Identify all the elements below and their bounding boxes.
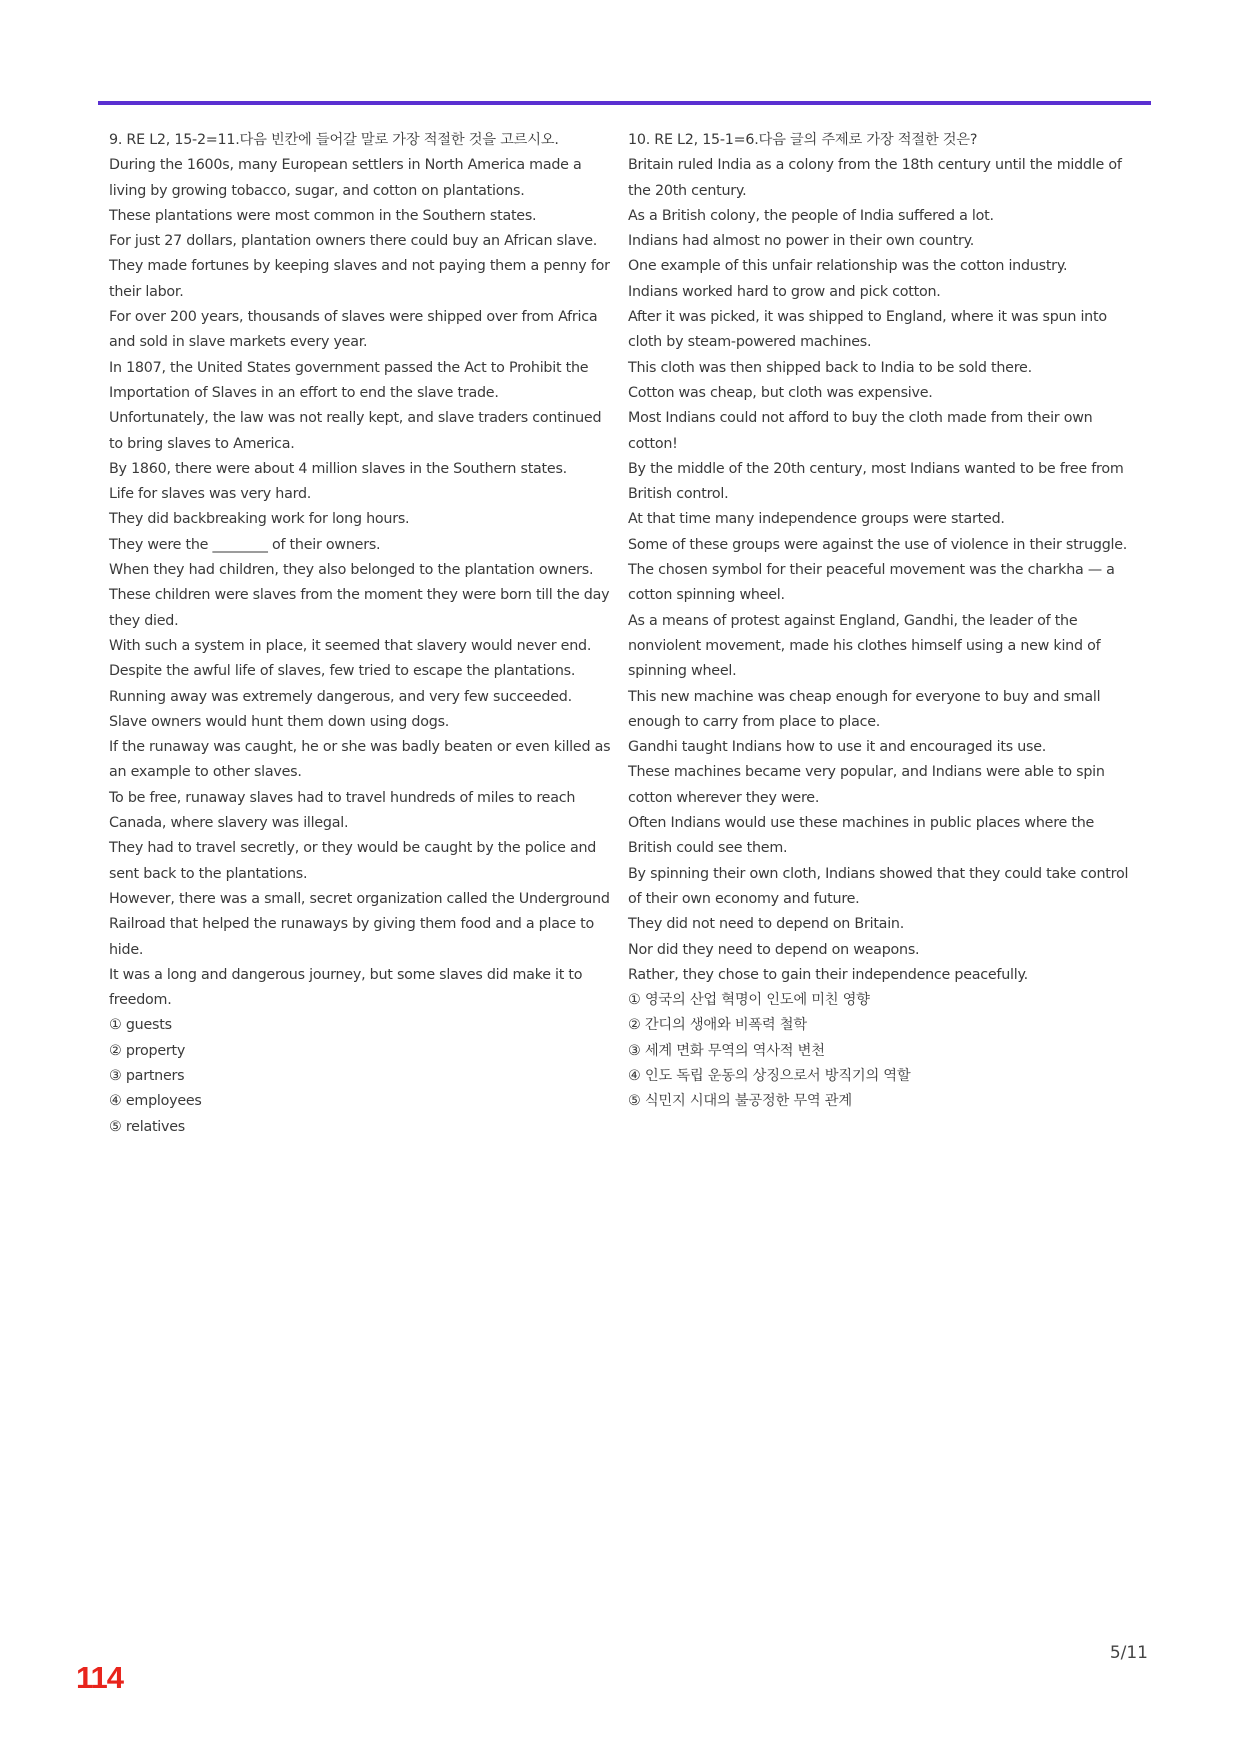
- answer-option-3: ③ partners: [109, 1067, 185, 1084]
- answer-option-1: ① 영국의 산업 혁명이 인도에 미친 영향: [628, 992, 870, 1009]
- passage-line: Indians had almost no power in their own country.: [628, 233, 975, 250]
- answer-option-5: ⑤ 식민지 시대의 불공정한 무역 관계: [628, 1093, 852, 1110]
- passage-line: When they had children, they also belonged to the plantation owners.: [109, 562, 594, 579]
- passage-line: Slave owners would hunt them down using dogs.: [109, 713, 450, 730]
- passage-line: During the 1600s, many European settlers in North America made a living by growing tobacco, sugar, and cotton on plantations.: [109, 157, 582, 199]
- passage-line: Life for slaves was very hard.: [109, 486, 312, 503]
- passage-line: By spinning their own cloth, Indians showed that they could take control of their own economy and future.: [628, 865, 1129, 907]
- answer-option-5: ⑤ relatives: [109, 1118, 185, 1135]
- passage-line: They had to travel secretly, or they would be caught by the police and sent back to the plantations.: [109, 840, 597, 882]
- passage-line: Rather, they chose to gain their independence peacefully.: [628, 966, 1028, 983]
- passage-line: Gandhi taught Indians how to use it and encouraged its use.: [628, 739, 1047, 756]
- passage-line: By the middle of the 20th century, most Indians wanted to be free from British control.: [628, 460, 1124, 503]
- passage-line: To be free, runaway slaves had to travel hundreds of miles to reach Canada, where slavery was illegal.: [109, 789, 576, 832]
- passage-line: These plantations were most common in the Southern states.: [109, 207, 537, 224]
- page-counter: 5/11: [1109, 1643, 1148, 1663]
- passage-line: Most Indians could not afford to buy the cloth made from their own cotton!: [628, 410, 1093, 452]
- passage-line: Cotton was cheap, but cloth was expensive.: [628, 384, 933, 401]
- passage-line: For over 200 years, thousands of slaves were shipped over from Africa and sold in slave markets every year.: [109, 309, 598, 351]
- passage-line: As a British colony, the people of India suffered a lot.: [628, 207, 994, 224]
- passage-line: It was a long and dangerous journey, but some slaves did make it to freedom.: [109, 966, 583, 1009]
- answer-option-3: ③ 세계 면화 무역의 역사적 변천: [628, 1042, 825, 1059]
- passage-line: At that time many independence groups were started.: [628, 511, 1005, 528]
- passage-line: These machines became very popular, and Indians were able to spin cotton wherever they were.: [628, 764, 1105, 806]
- passage-line: If the runaway was caught, he or she was badly beaten or even killed as an example to other slaves.: [109, 739, 611, 781]
- passage-line: These children were slaves from the moment they were born till the day they died.: [109, 587, 610, 629]
- passage-line: For just 27 dollars, plantation owners there could buy an African slave.: [109, 233, 598, 250]
- passage-line: Some of these groups were against the use of violence in their struggle.: [628, 536, 1128, 553]
- passage-line: One example of this unfair relationship was the cotton industry.: [628, 258, 1068, 275]
- passage-line: Indians worked hard to grow and pick cotton.: [628, 283, 941, 300]
- passage-line: Running away was extremely dangerous, and very few succeeded.: [109, 688, 572, 705]
- passage-line: Despite the awful life of slaves, few tried to escape the plantations.: [109, 663, 576, 680]
- passage-line: They made fortunes by keeping slaves and not paying them a penny for their labor.: [109, 258, 610, 300]
- answer-option-4: ④ 인도 독립 운동의 상징으로서 방직기의 역할: [628, 1067, 911, 1084]
- passage-line: This cloth was then shipped back to India to be sold there.: [628, 359, 1032, 376]
- passage-line: Nor did they need to depend on weapons.: [628, 941, 920, 958]
- passage-line: After it was picked, it was shipped to England, where it was spun into cloth by steam-powered machines.: [628, 309, 1107, 351]
- answer-option-1: ① guests: [109, 1017, 172, 1034]
- passage-line: This new machine was cheap enough for everyone to buy and small enough to carry from place to place.: [628, 688, 1101, 730]
- question-10: [628, 128, 1133, 1115]
- passage-line: By 1860, there were about 4 million slaves in the Southern states.: [109, 460, 567, 477]
- header-rule: [98, 101, 1151, 105]
- passage-line: In 1807, the United States government passed the Act to Prohibit the Importation of Slaves in an effort to end the slave trade.: [109, 359, 589, 401]
- passage-line: Often Indians would use these machines in public places where the British could see them.: [628, 815, 1095, 857]
- passage-line: They did not need to depend on Britain.: [628, 916, 905, 933]
- question-10-header: 10. RE L2, 15-1=6.다음 글의 주제로 가장 적절한 것은?: [628, 132, 978, 148]
- question-9: [109, 128, 614, 1140]
- page-number: 114: [76, 1660, 124, 1695]
- passage-line: However, there was a small, secret organization called the Underground Railroad that helped the runaways by giving them food and a place to hide.: [109, 890, 610, 958]
- answer-option-2: ② property: [109, 1042, 186, 1059]
- answer-option-2: ② 간디의 생애와 비폭력 철학: [628, 1017, 807, 1034]
- passage-line: Britain ruled India as a colony from the 18th century until the middle of the 20th century.: [628, 157, 1122, 199]
- passage-line: With such a system in place, it seemed that slavery would never end.: [109, 637, 592, 654]
- question-9-header: 9. RE L2, 15-2=11.다음 빈칸에 들어갈 말로 가장 적절한 것을 고르시오.: [109, 132, 559, 148]
- passage-line-blank: They were the ________ of their owners.: [109, 536, 381, 553]
- answer-option-4: ④ employees: [109, 1093, 202, 1110]
- passage-line: Unfortunately, the law was not really kept, and slave traders continued to bring slaves to America.: [109, 410, 602, 452]
- passage-line: As a means of protest against England, Gandhi, the leader of the nonviolent movement, made his clothes himself using a new kind of spinning wheel.: [628, 612, 1101, 680]
- passage-line: The chosen symbol for their peaceful movement was the charkha — a cotton spinning wheel.: [628, 562, 1115, 604]
- passage-line: They did backbreaking work for long hours.: [109, 511, 410, 528]
